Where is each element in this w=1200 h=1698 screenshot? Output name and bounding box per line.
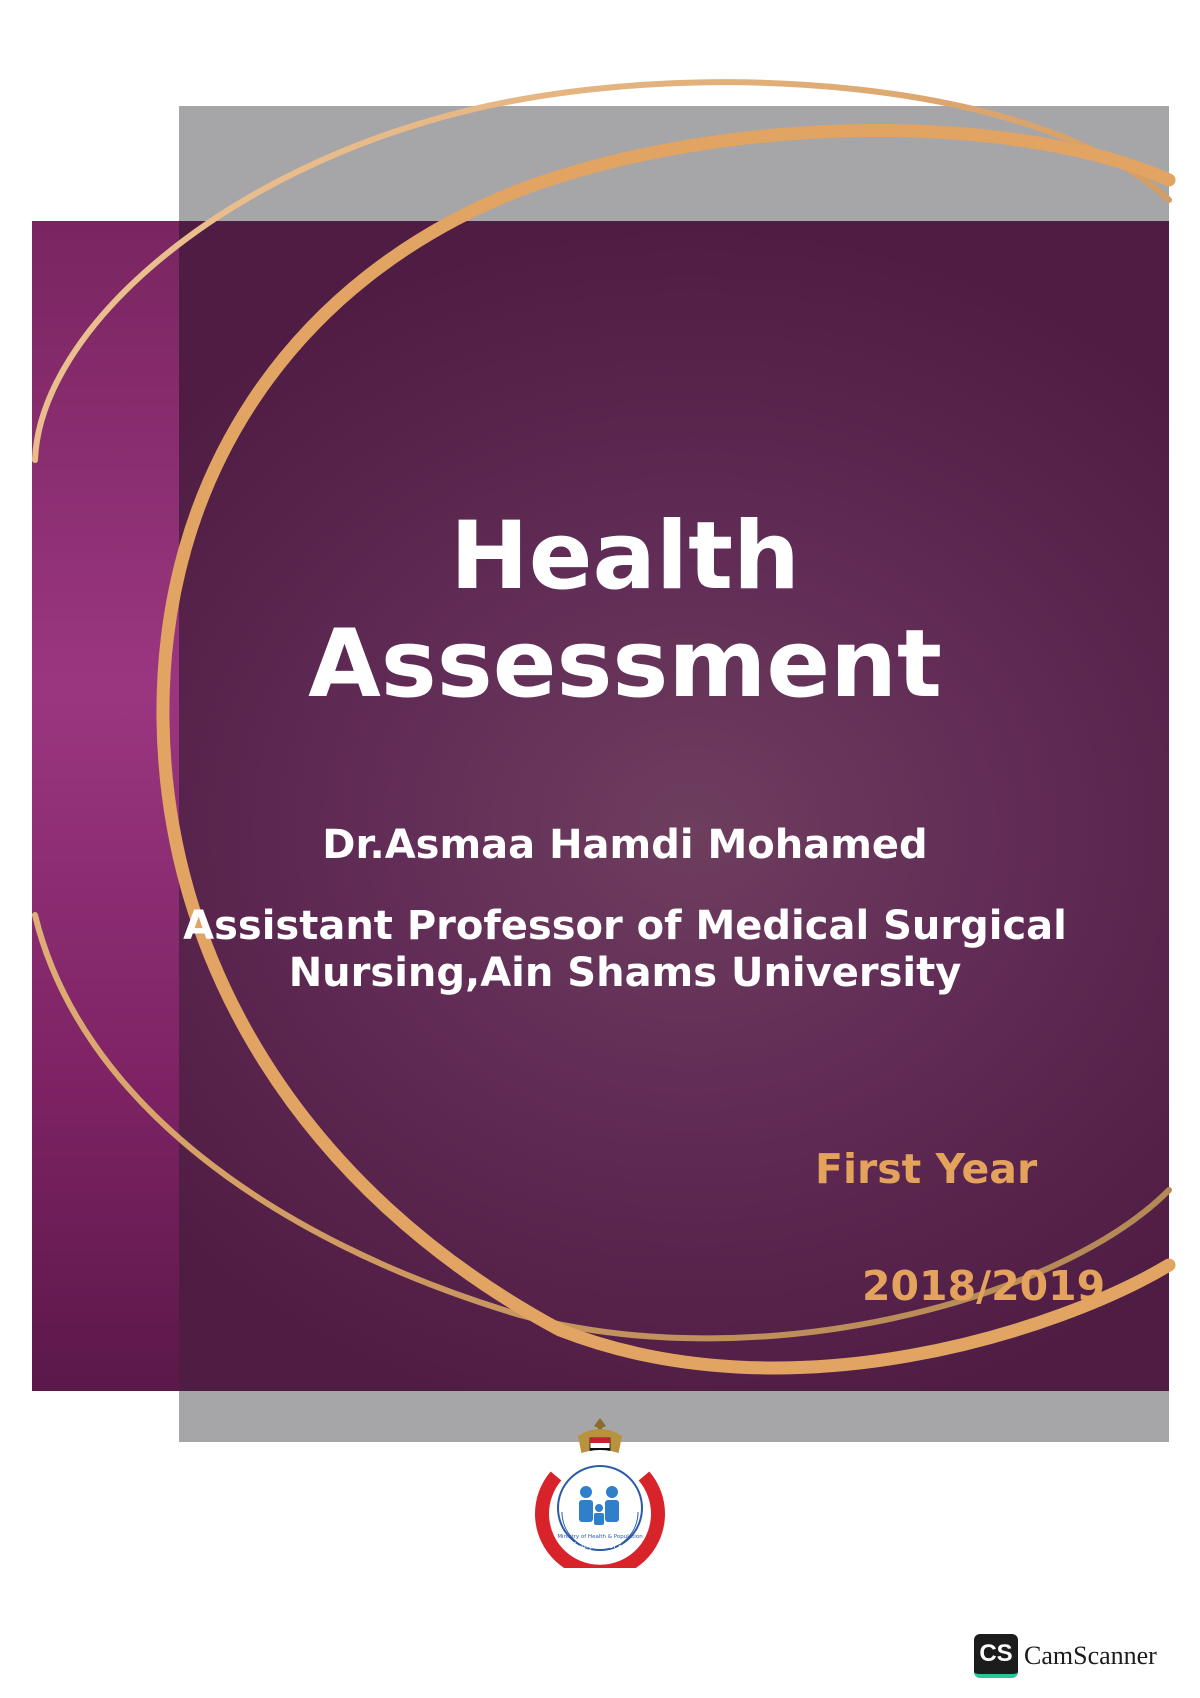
title-line-1: Health: [450, 502, 800, 611]
emblem-english-text: Ministry of Health & Population: [557, 1534, 643, 1540]
title-line-2: Assessment: [308, 610, 942, 719]
author-name: Dr.Asmaa Hamdi Mohamed: [322, 822, 928, 868]
camscanner-label: CamScanner: [1024, 1641, 1157, 1670]
camscanner-logo-icon: CS: [974, 1634, 1018, 1678]
emblem-arabic-text: وزارة الصحة والسكان: [563, 1541, 637, 1550]
year-level: First Year: [815, 1145, 1038, 1193]
camscanner-watermark: [974, 1634, 1157, 1678]
academic-year: 2018/2019: [862, 1262, 1106, 1310]
ministry-of-health-emblem-icon: [532, 1416, 668, 1568]
author-position: Assistant Professor of Medical Surgical Nursing,Ain Shams University: [183, 903, 1067, 997]
